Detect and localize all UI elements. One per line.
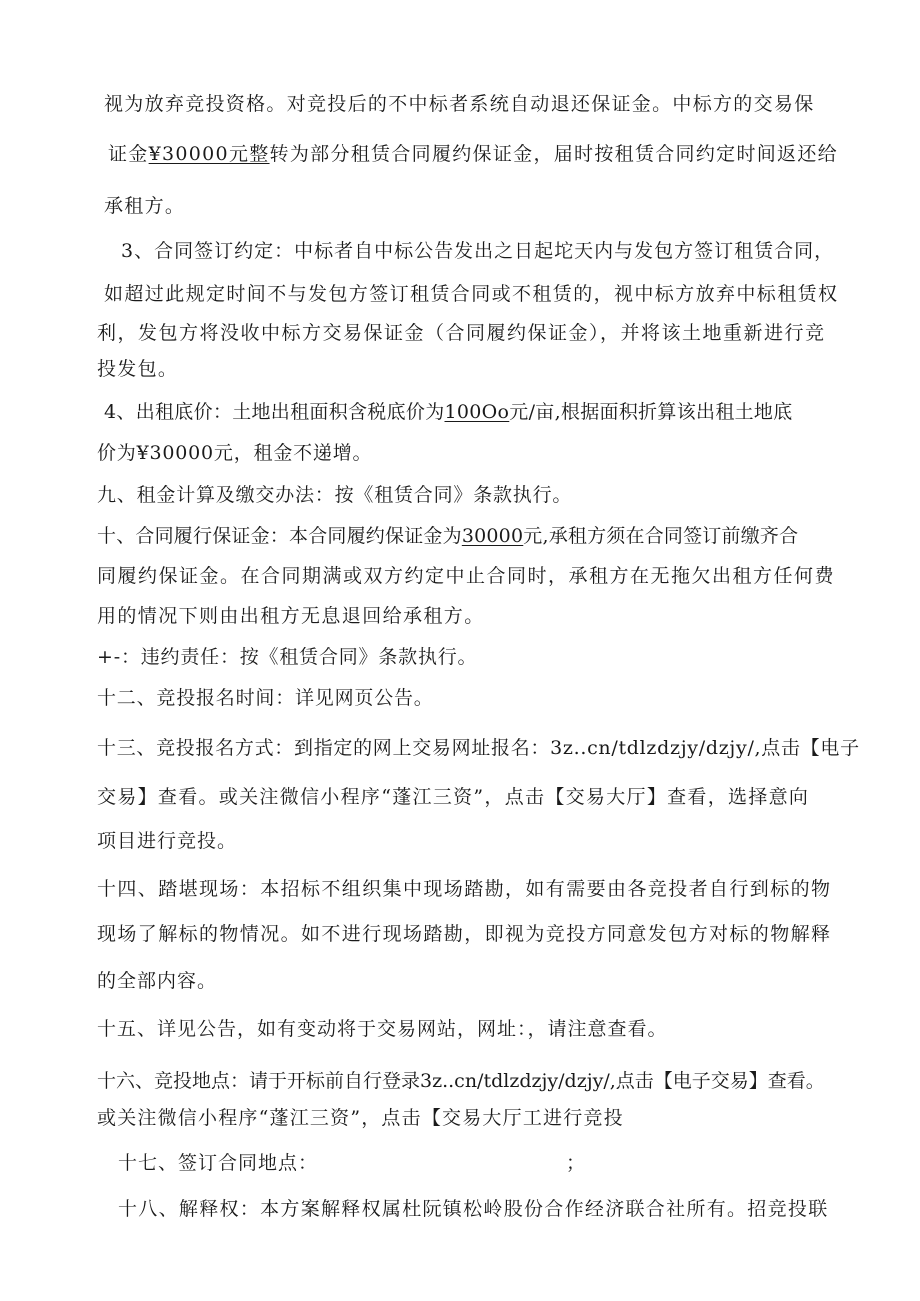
text-line: +-：违约责任：按《租赁合同》条款执行。 bbox=[97, 646, 478, 668]
text-line: 十四、踏堪现场：本招标不组织集中现场踏勘，如有需要由各竞投者自行到标的物 bbox=[97, 878, 832, 900]
text-line: 用的情况下则由出租方无息退回给承租方。 bbox=[97, 605, 485, 627]
text-line: 承租方。 bbox=[104, 195, 186, 217]
performance-bond-amount: 30000 bbox=[461, 525, 524, 547]
text-line: 3、合同签订约定：中标者自中标公告发出之日起坨天内与发包方签订租赁合同， bbox=[121, 240, 835, 262]
text-fragment: 元,承租方须在合同签订前缴齐合 bbox=[523, 525, 799, 547]
text-line: 十六、竞投地点：请于开标前自行登录3z..cn/tdlzdzjy/dzjy/,点击【电子交易】查看。 bbox=[97, 1070, 825, 1092]
text-line: 如超过此规定时间不与发包方签订租赁合同或不租赁的，视中标方放弃中标租赁权 bbox=[104, 283, 839, 305]
text-line bbox=[108, 141, 838, 167]
text-line: ； bbox=[566, 1152, 586, 1174]
text-line: 十七、签订合同地点： bbox=[118, 1152, 319, 1174]
text-fragment: 十、合同履行保证金：本合同履约保证金为 bbox=[97, 525, 462, 547]
text-line: 视为放弃竞投资格。对竞投后的不中标者系统自动退还保证金。中标方的交易保 bbox=[104, 93, 815, 115]
text-fragment: 元/亩,根据面积折算该出租土地底 bbox=[509, 401, 793, 423]
text-line: 十三、竞投报名方式：到指定的网上交易网址报名：3z..cn/tdlzdzjy/dzjy/,点击【电子 bbox=[97, 737, 860, 759]
base-price-per-mu: 100Oo bbox=[444, 401, 510, 423]
text-line: 投发包。 bbox=[97, 358, 179, 380]
text-line bbox=[97, 523, 798, 549]
text-line: 十二、竞投报名时间：详见网页公告。 bbox=[97, 687, 434, 709]
text-fragment: 证金 bbox=[108, 143, 149, 165]
text-line: 交易】查看。或关注微信小程序“蓬江三资”，点击【交易大厅】查看，选择意向 bbox=[97, 786, 810, 808]
text-line: 同履约保证金。在合同期满或双方约定中止合同时，承租方在无拖欠出租方任何费 bbox=[97, 565, 836, 587]
text-line: 的全部内容。 bbox=[97, 970, 218, 992]
deposit-amount: ¥30000元整 bbox=[148, 143, 270, 165]
text-line: 九、租金计算及缴交办法：按《租赁合同》条款执行。 bbox=[97, 484, 573, 506]
text-line: 价为¥30000元，租金不递增。 bbox=[97, 442, 373, 464]
text-line: 十五、详见公告，如有变动将于交易网站，网址：，请注意查看。 bbox=[97, 1018, 668, 1040]
text-line: 或关注微信小程序“蓬江三资”，点击【交易大厅工进行竞投 bbox=[97, 1107, 624, 1129]
text-fragment: 4、出租底价：土地出租面积含税底价为 bbox=[104, 401, 445, 423]
text-fragment: 转为部分租赁合同履约保证金，届时按租赁合同约定时间返还给 bbox=[269, 143, 838, 165]
text-line: 十八、解释权：本方案解释权属杜阮镇松岭股份合作经济联合社所有。招竞投联 bbox=[118, 1198, 829, 1220]
text-line: 现场了解标的物情况。如不进行现场踏勘，即视为竞投方同意发包方对标的物解释 bbox=[97, 923, 832, 945]
text-line: 项目进行竞投。 bbox=[97, 830, 238, 852]
text-line: 利，发包方将没收中标方交易保证金（合同履约保证金），并将该土地重新进行竞 bbox=[97, 322, 826, 344]
text-line bbox=[104, 399, 793, 425]
